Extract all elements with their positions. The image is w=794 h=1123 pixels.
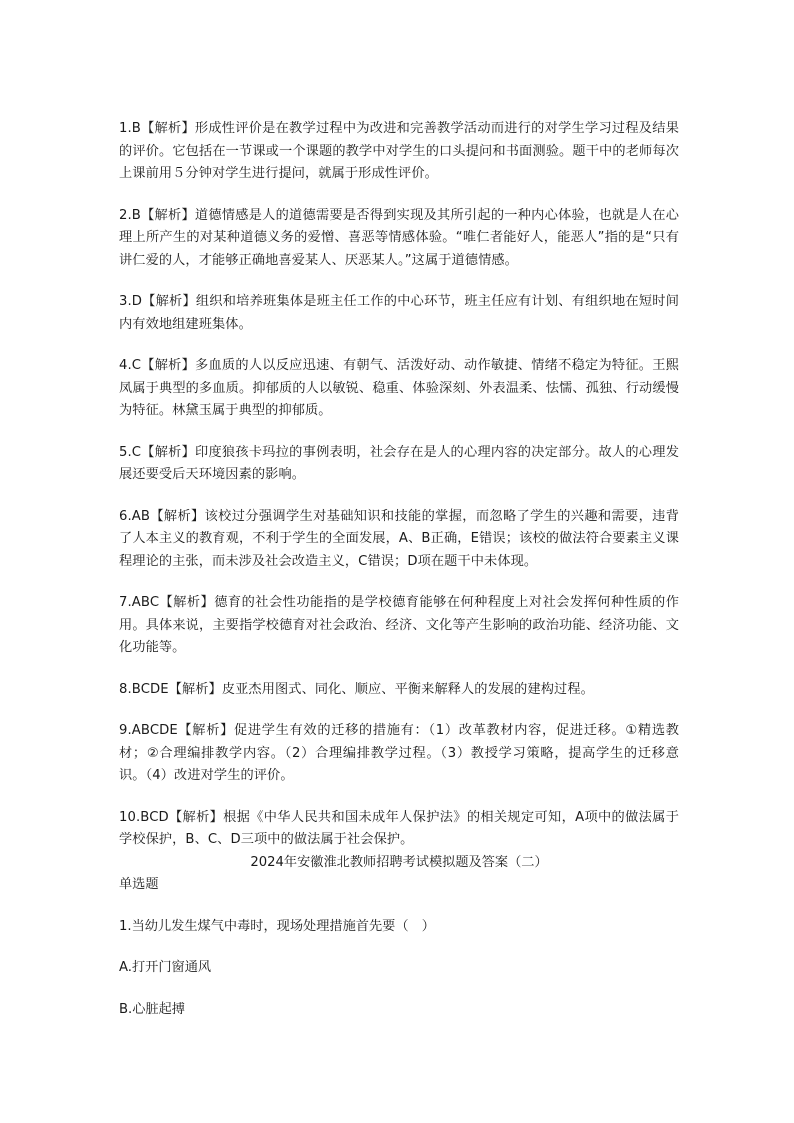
answer-explanation-1: 1.B【解析】形成性评价是在教学过程中为改进和完善教学活动而进行的对学生学习过程及结果的评价。它包括在一节课或一个课题的教学中对学生的口头提问和书面测验。题干中的老师每次上课前用５分钟对学生进行提问，就属于形成性评价。 [119,121,679,181]
answer-explanation-6: 6.AB【解析】该校过分强调学生对基础知识和技能的掌握，而忽略了学生的兴趣和需要，违背了人本主义的教育观，不利于学生的全面发展，A、B正确，E错误；该校的做法符合要素主义课程理论的主张，而未涉及社会改造主义，C错误；D项在题干中未体现。 [119,508,679,569]
answer-explanation-2: 2.B【解析】道德情感是人的道德需要是否得到实现及其所引起的一种内心体验，也就是人在心理上所产生的对某种道德义务的爱憎、喜恶等情感体验。“唯仁者能好人，能恶人”指的是“只有讲仁爱的人，才能够正确地喜爱某人、厌恶某人。”这属于道德情感。 [119,207,679,268]
answer-explanation-3: 3.D【解析】组织和培养班集体是班主任工作的中心环节，班主任应有计划、有组织地在短时间内有效地组建班集体。 [119,294,679,332]
answer-explanation-9: 9.ABCDE【解析】促进学生有效的迁移的措施有：（1）改革教材内容，促进迁移。①精选教材；②合理编排教学内容。（2）合理编排教学过程。（3）教授学习策略，提高学生的迁移意识。（4）改进对学生的评价。 [119,723,679,783]
answer-explanation-8: 8.BCDE【解析】皮亚杰用图式、同化、顺应、平衡来解释人的发展的建构过程。 [119,681,594,697]
answer-explanation-10: 10.BCD【解析】根据《中华人民共和国未成年人保护法》的相关规定可知，A项中的做法属于学校保护，B、C、D三项中的做法属于社会保护。 [119,809,679,847]
exam-title: 2024年安徽淮北教师招聘考试模拟题及答案（二） [250,854,548,870]
option-a: A.打开门窗通风 [119,960,212,975]
question-1: 1.当幼儿发生煤气中毒时，现场处理措施首先要（ ） [119,918,435,934]
answer-explanation-7: 7.ABC【解析】德育的社会性功能指的是学校德育能够在何种程度上对社会发挥何种性质的作用。具体来说，主要指学校德育对社会政治、经济、文化等产生影响的政治功能、经济功能、文化功能等。 [119,595,679,655]
document-content [119,118,679,1040]
option-b: B.心脏起搏 [119,1001,185,1017]
section-label: 单选题 [119,877,159,892]
answer-explanation-4: 4.C【解析】多血质的人以反应迅速、有朝气、活泼好动、动作敏捷、情绪不稳定为特征。王熙凤属于典型的多血质。抑郁质的人以敏锐、稳重、体验深刻、外表温柔、怯懦、孤独、行动缓慢为特征。林黛玉属于典型的抑郁质。 [119,358,679,418]
answer-explanation-5: 5.C【解析】印度狼孩卡玛拉的事例表明，社会存在是人的心理内容的决定部分。故人的心理发展还要受后天环境因素的影响。 [119,444,679,482]
